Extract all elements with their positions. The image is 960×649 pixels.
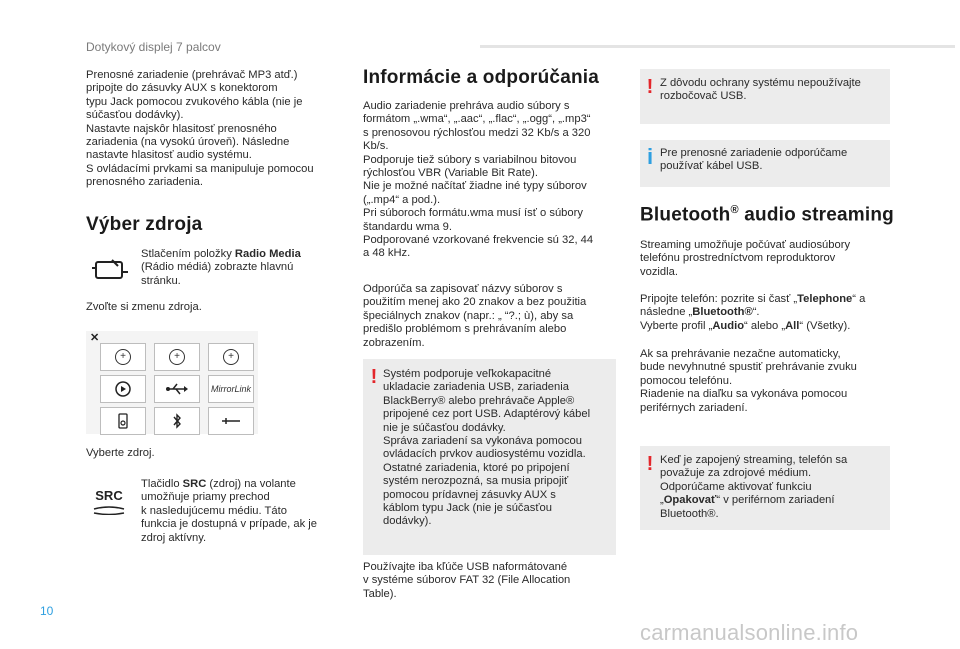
aux-jack-icon [220, 416, 242, 426]
select-source-text: Vyberte zdroj. [86, 447, 155, 459]
streaming-paragraph: Streaming umožňuje počúvať audiosúbory telefónu prostredníctvom reproduktorov vozidla. [640, 239, 851, 278]
intro-paragraph: Prenosné zariadenie (prehrávač MP3 atď.) pripojte do zásuvky AUX s konektorom typu Jack pomocou zvukového kábla (nie je súčasťou dodávky). Nastavte najskôr hlasitosť prenosného zariadenia (na vysokú úroveň). Následne nastavte hlasitosť audio systému. S ovládacími prvkami sa manipuluje pomocou prenosného zariadenia. [86, 69, 314, 189]
source-slot-3[interactable] [208, 343, 254, 371]
add-icon: + [223, 349, 239, 365]
source-mirrorlink[interactable]: MirrorLink [208, 375, 254, 403]
warning-text: Z dôvodu ochrany systému nepoužívajte rozbočovač USB. [660, 77, 861, 103]
source-usb[interactable] [154, 375, 200, 403]
info-note-usb-cable [640, 140, 890, 187]
warning-note-usb-devices [363, 359, 616, 555]
warning-icon: ! [646, 76, 654, 98]
info-text: Pre prenosné zariadenie odporúčame používať kábel USB. [660, 147, 848, 173]
src-button-icon: SRC [92, 489, 126, 513]
usb-format-paragraph: Používajte iba kľúče USB naformátované v systéme súborov FAT 32 (File Allocation Table). [363, 561, 571, 600]
autoplay-paragraph: Ak sa prehrávanie nezačne automaticky, bude nevyhnutné spustiť prehrávanie zvuku pomocou telefónu. Riadenie na diaľku sa vykonáva pomocou periférnych zariadení. [640, 348, 857, 414]
header-rule [480, 45, 955, 48]
disc-icon [114, 380, 132, 398]
bluetooth-icon [172, 413, 182, 429]
running-header: Dotykový displej 7 palcov [86, 40, 221, 54]
close-icon[interactable]: ✕ [90, 332, 100, 344]
source-aux[interactable] [208, 407, 254, 435]
section-heading-info: Informácie a odporúčania [363, 67, 600, 88]
source-bluetooth[interactable] [154, 407, 200, 435]
warning-note-streaming [640, 446, 890, 530]
source-slot-2[interactable] [154, 343, 200, 371]
src-button-description: Tlačidlo SRC (zdroj) na volante umožňuje priamy prechod k nasledujúcemu médiu. Táto funkcia je dostupná v prípade, ak je zdroj aktívny. [141, 478, 318, 544]
watermark: carmanualsonline.info [640, 620, 859, 645]
source-ipod[interactable] [100, 407, 146, 435]
info-icon: i [646, 144, 654, 169]
source-screen-illustration [86, 331, 258, 434]
connect-phone-paragraph: Pripojte telefón: pozrite si časť „Telephone“ a následne „Bluetooth®“. Vyberte profil „Audio“ alebo „All“ (Všetky). [640, 293, 866, 332]
page-number: 10 [40, 604, 54, 618]
choose-source-text: Zvoľte si zmenu zdroja. [86, 301, 202, 313]
warning-icon: ! [646, 453, 654, 475]
warning-icon: ! [370, 366, 378, 388]
warning-text: Systém podporuje veľkokapacitné ukladacie zariadenia USB, zariadenia BlackBerry® alebo prehrávače Apple® pripojené cez port USB. Adaptérový kábel nie je súčasťou dodávky. Správa zariadení sa vykonáva pomocou ovládacích prvkov audiosystému vozidla. Ostatné zariadenia, ktoré po pripojení systém nerozpozná, sa musia pripojiť pomocou prídavnej zásuvky AUX s káblom typu Jack (nie je súčasťou dodávky). [383, 368, 591, 528]
warning-note-usb-hub [640, 69, 890, 124]
section-heading-bluetooth: Bluetooth® audio streaming [640, 204, 894, 226]
source-slot-1[interactable] [100, 343, 146, 371]
step-radio-media: Stlačením položky Radio Media (Rádio médiá) zobrazte hlavnú stránku. [141, 248, 301, 287]
add-icon: + [169, 349, 185, 365]
warning-text: Keď je zapojený streaming, telefón sa považuje za zdrojové médium. Odporúčame aktivovať funkciu „Opakovať“ v periférnom zariadení Bluetooth®. [660, 454, 848, 520]
radio-media-icon [90, 256, 130, 282]
usb-icon [166, 382, 188, 396]
add-icon: + [115, 349, 131, 365]
ipod-icon [118, 413, 128, 429]
source-cd[interactable] [100, 375, 146, 403]
filename-paragraph: Odporúča sa zapisovať názvy súborov s použitím menej ako 20 znakov a bez použitia špeciálnych znakov (napr.: „ “?.; ù), aby sa predišlo problémom s prehrávaním alebo zobrazením. [363, 283, 587, 349]
audio-formats-paragraph: Audio zariadenie prehráva audio súbory s formátom „.wma“, „.aac“, „.flac“, „.ogg“, „.mp3“ s prenosovou rýchlosťou medzi 32 Kb/s a 320 Kb/s. Podporuje tiež súbory s variabilnou bitovou rýchlosťou VBR (Variable Bit Rate). Nie je možné načítať žiadne iné typy súborov („.mp4“ a pod.). Pri súboroch formátu.wma musí ísť o súbory štandardu wma 9. Podporované vzorkované frekvencie sú 32, 44 a 48 kHz. [363, 100, 594, 260]
section-heading-source: Výber zdroja [86, 214, 203, 235]
